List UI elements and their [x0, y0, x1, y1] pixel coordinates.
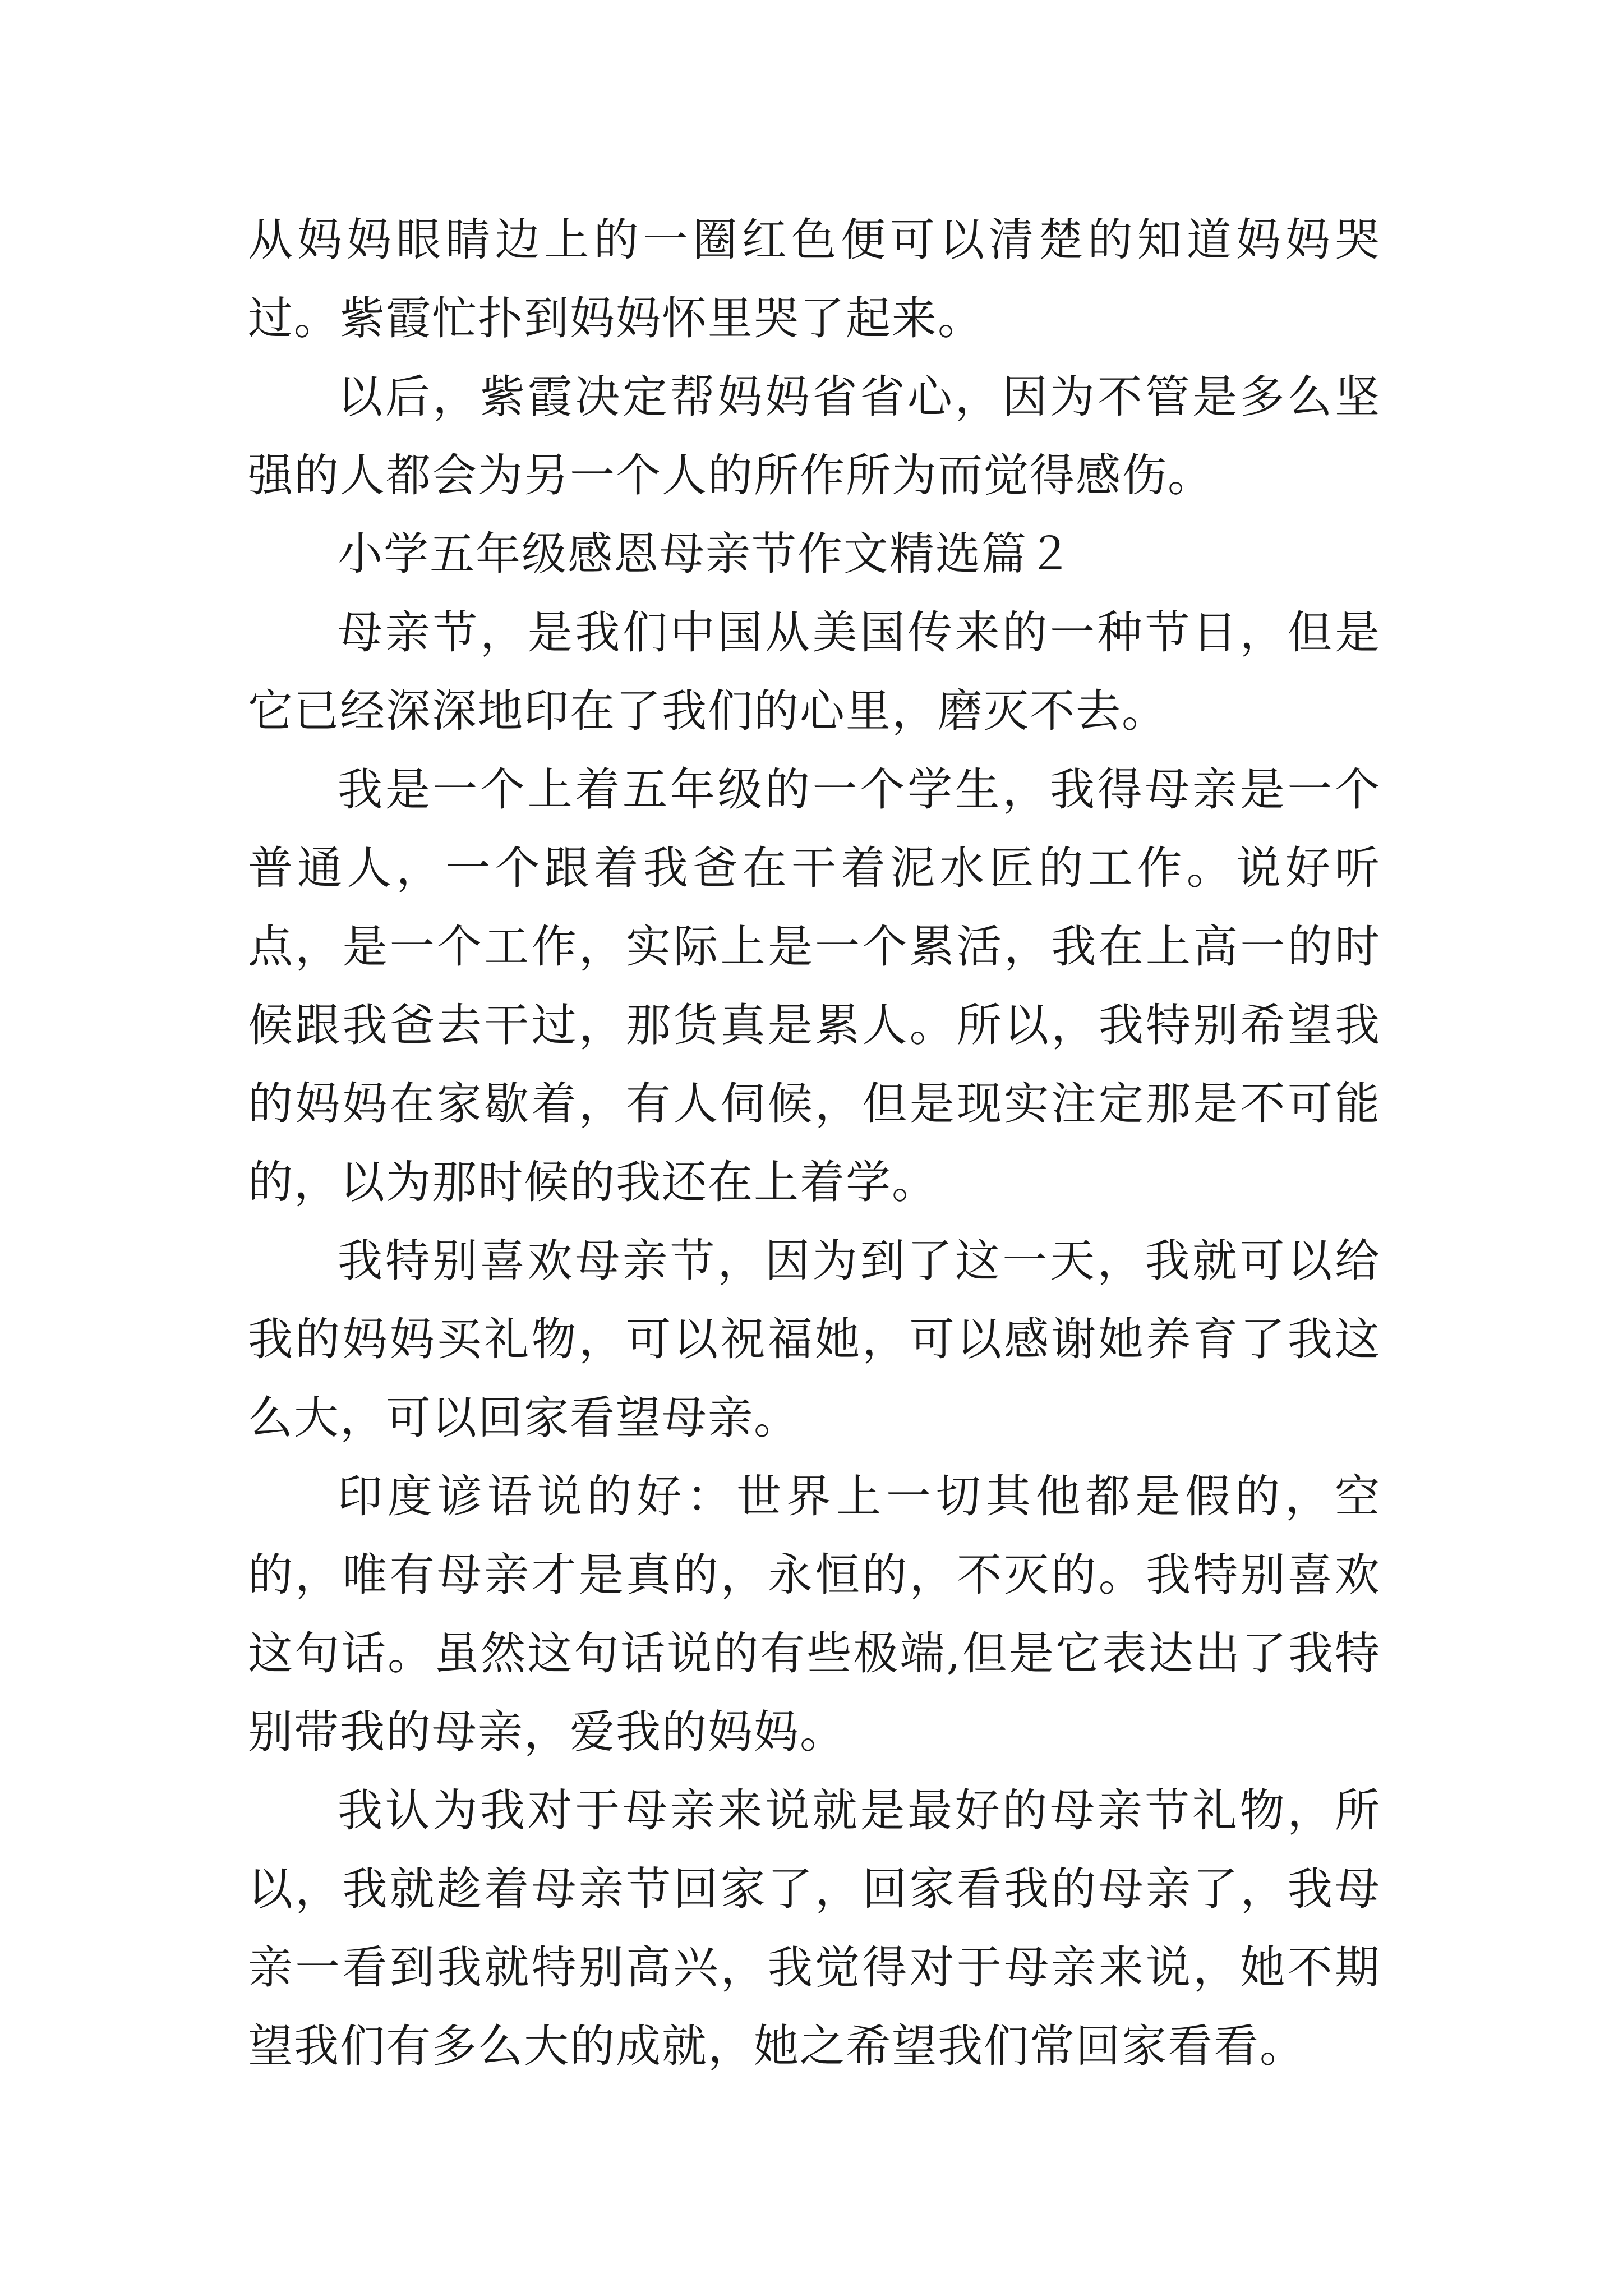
paragraph-mothers-day-intro: 母亲节，是我们中国从美国传来的一种节日，但是它已经深深地印在了我们的心里，磨灭不去。: [248, 606, 1381, 737]
paragraph-continuation: 从妈妈眼睛边上的一圈红色便可以清楚的知道妈妈哭过。紫霞忙扑到妈妈怀里哭了起来。: [248, 214, 1381, 344]
paragraph-indian-proverb: 印度谚语说的好：世界上一切其他都是假的，空的，唯有母亲才是真的，永恒的，不灭的。我特别喜欢这句话。虽然这句话说的有些极端,但是它表达出了我特别带我的母亲，爱我的妈妈。: [248, 1470, 1381, 1758]
paragraph-mother-work: 我是一个上着五年级的一个学生，我得母亲是一个普通人，一个跟着我爸在干着泥水匠的工作。说好听点，是一个工作，实际上是一个累活，我在上高一的时候跟我爸去干过，那货真是累人。所以，我特别希望我的妈妈在家歇着，有人伺候，但是现实注定那是不可能的，以为那时候的我还在上着学。: [248, 763, 1381, 1208]
document-body: [248, 201, 1381, 2086]
paragraph-best-gift: 我认为我对于母亲来说就是最好的母亲节礼物，所以，我就趁着母亲节回家了，回家看我的母亲了，我母亲一看到我就特别高兴，我觉得对于母亲来说，她不期望我们有多么大的成就，她之希望我们常回家看看。: [248, 1784, 1381, 2072]
paragraph-like-mothers-day: 我特别喜欢母亲节，因为到了这一天，我就可以给我的妈妈买礼物，可以祝福她，可以感谢她养育了我这么大，可以回家看望母亲。: [248, 1235, 1381, 1444]
paragraph-afterwards: 以后，紫霞决定帮妈妈省省心，因为不管是多么坚强的人都会为另一个人的所作所为而觉得感伤。: [248, 371, 1381, 501]
section-heading: 小学五年级感恩母亲节作文精选篇２: [338, 528, 1073, 580]
